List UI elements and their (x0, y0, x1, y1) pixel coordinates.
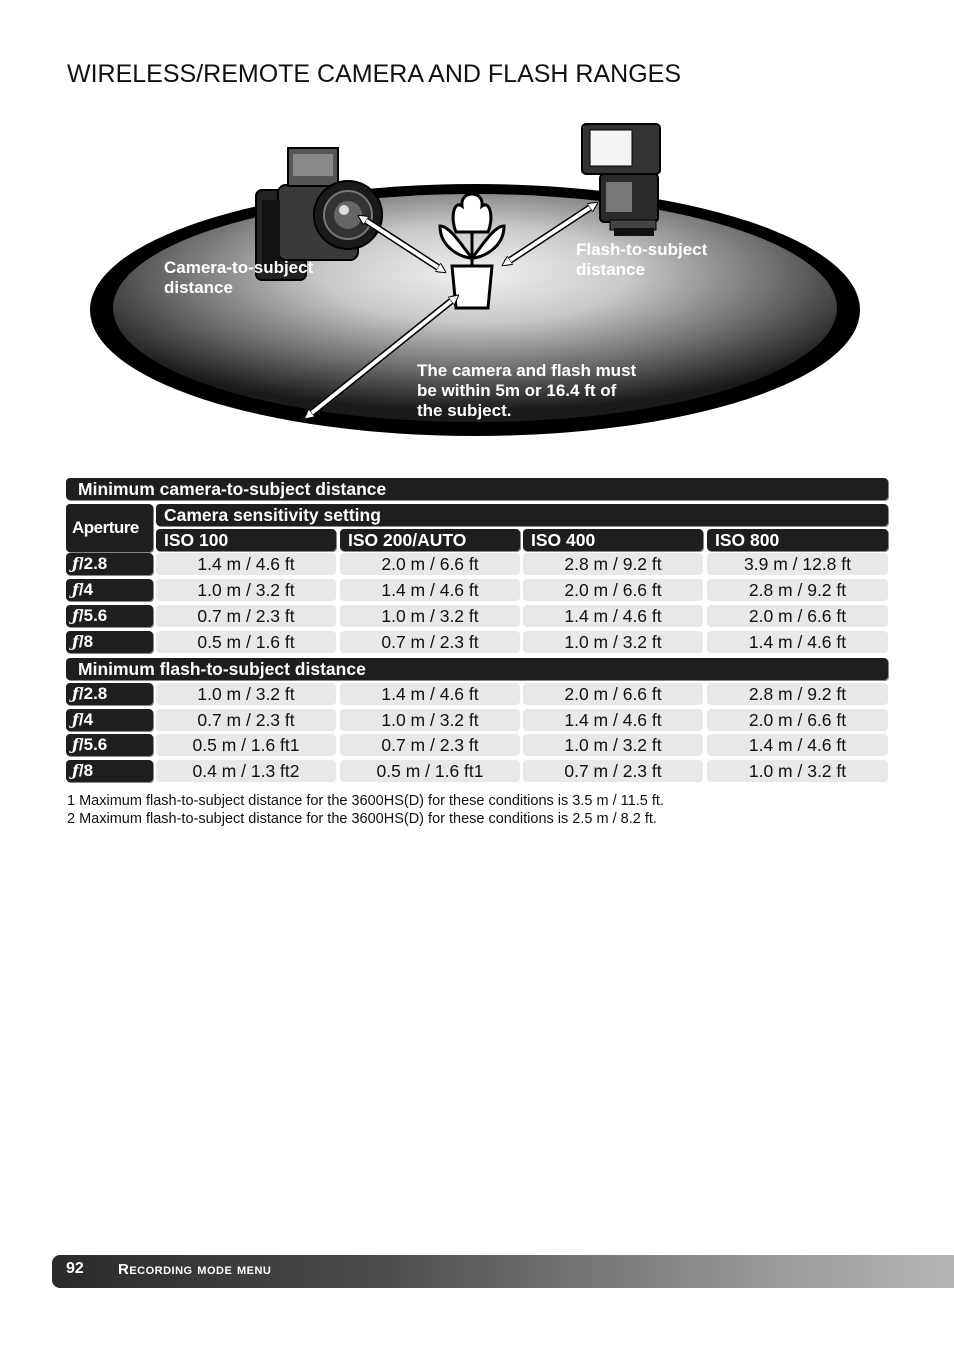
footnote: 1 Maximum flash-to-subject distance for the 3600HS(D) for these conditions is 3.5 m / 11.5 ft. (67, 793, 664, 809)
distance-cell: 1.4 m / 4.6 ft (707, 631, 888, 653)
aperture-header: Aperture (66, 504, 153, 552)
aperture-cell: ƒ/8 (66, 760, 153, 782)
distance-cell: 2.0 m / 6.6 ft (707, 709, 888, 731)
footer-section-title: Recording mode menu (118, 1261, 272, 1278)
distance-cell: 1.0 m / 3.2 ft (340, 605, 520, 627)
distance-cell: 1.0 m / 3.2 ft (707, 760, 888, 782)
table-row (66, 683, 888, 705)
distance-cell: 2.8 m / 9.2 ft (707, 579, 888, 601)
page-title: WIRELESS/REMOTE CAMERA AND FLASH RANGES (67, 60, 682, 88)
distance-cell: 1.0 m / 3.2 ft (156, 683, 336, 705)
distance-cell: 0.7 m / 2.3 ft (340, 631, 520, 653)
distance-cell: 0.5 m / 1.6 ft1 (156, 734, 336, 756)
camera-distance-label: Camera-to-subject distance (164, 258, 314, 297)
distance-cell: 0.5 m / 1.6 ft (156, 631, 336, 653)
iso-header: ISO 200/AUTO (340, 529, 520, 551)
table-row (66, 709, 888, 731)
distance-cell: 2.0 m / 6.6 ft (523, 579, 703, 601)
distance-cell: 1.4 m / 4.6 ft (340, 579, 520, 601)
table-row (66, 631, 888, 653)
distance-cell: 1.4 m / 4.6 ft (707, 734, 888, 756)
table-row (66, 760, 888, 782)
distance-cell: 0.7 m / 2.3 ft (523, 760, 703, 782)
distance-cell: 0.7 m / 2.3 ft (156, 709, 336, 731)
aperture-cell: ƒ/2.8 (66, 553, 153, 575)
iso-header: ISO 100 (156, 529, 336, 551)
aperture-cell: ƒ/4 (66, 709, 153, 731)
distance-cell: 1.0 m / 3.2 ft (340, 709, 520, 731)
table-row (66, 734, 888, 756)
distance-cell: 3.9 m / 12.8 ft (707, 553, 888, 575)
iso-header: ISO 800 (707, 529, 888, 551)
distance-cell: 1.0 m / 3.2 ft (523, 734, 703, 756)
distance-cell: 1.4 m / 4.6 ft (523, 709, 703, 731)
iso-header: ISO 400 (523, 529, 703, 551)
footnote: 2 Maximum flash-to-subject distance for the 3600HS(D) for these conditions is 2.5 m / 8.2 ft. (67, 811, 657, 827)
distance-cell: 1.0 m / 3.2 ft (523, 631, 703, 653)
distance-cell: 0.7 m / 2.3 ft (156, 605, 336, 627)
aperture-cell: ƒ/2.8 (66, 683, 153, 705)
distance-cell: 2.8 m / 9.2 ft (523, 553, 703, 575)
sensitivity-header: Camera sensitivity setting (156, 504, 888, 526)
distance-cell: 2.0 m / 6.6 ft (523, 683, 703, 705)
range-diagram (0, 110, 954, 450)
page-number: 92 (66, 1260, 84, 1277)
distance-cell: 1.4 m / 4.6 ft (523, 605, 703, 627)
flash-distance-label: Flash-to-subject distance (576, 240, 708, 279)
distance-cell: 2.0 m / 6.6 ft (707, 605, 888, 627)
aperture-cell: ƒ/5.6 (66, 605, 153, 627)
aperture-cell: ƒ/8 (66, 631, 153, 653)
distance-cell: 1.4 m / 4.6 ft (156, 553, 336, 575)
distance-cell: 1.4 m / 4.6 ft (340, 683, 520, 705)
distance-cell: 0.7 m / 2.3 ft (340, 734, 520, 756)
distance-cell: 2.0 m / 6.6 ft (340, 553, 520, 575)
aperture-cell: ƒ/4 (66, 579, 153, 601)
section-camera-title: Minimum camera-to-subject distance (66, 478, 888, 500)
table-row (66, 605, 888, 627)
range-note-label: The camera and flash must be within 5m or 16.4 ft of the subject. (417, 361, 637, 420)
distance-cell: 2.8 m / 9.2 ft (707, 683, 888, 705)
distance-cell: 0.5 m / 1.6 ft1 (340, 760, 520, 782)
footnotes (67, 792, 664, 828)
aperture-cell: ƒ/5.6 (66, 734, 153, 756)
distance-cell: 0.4 m / 1.3 ft2 (156, 760, 336, 782)
table-row (66, 579, 888, 601)
section-flash-title: Minimum flash-to-subject distance (66, 658, 888, 680)
distance-cell: 1.0 m / 3.2 ft (156, 579, 336, 601)
table-row (66, 553, 888, 575)
